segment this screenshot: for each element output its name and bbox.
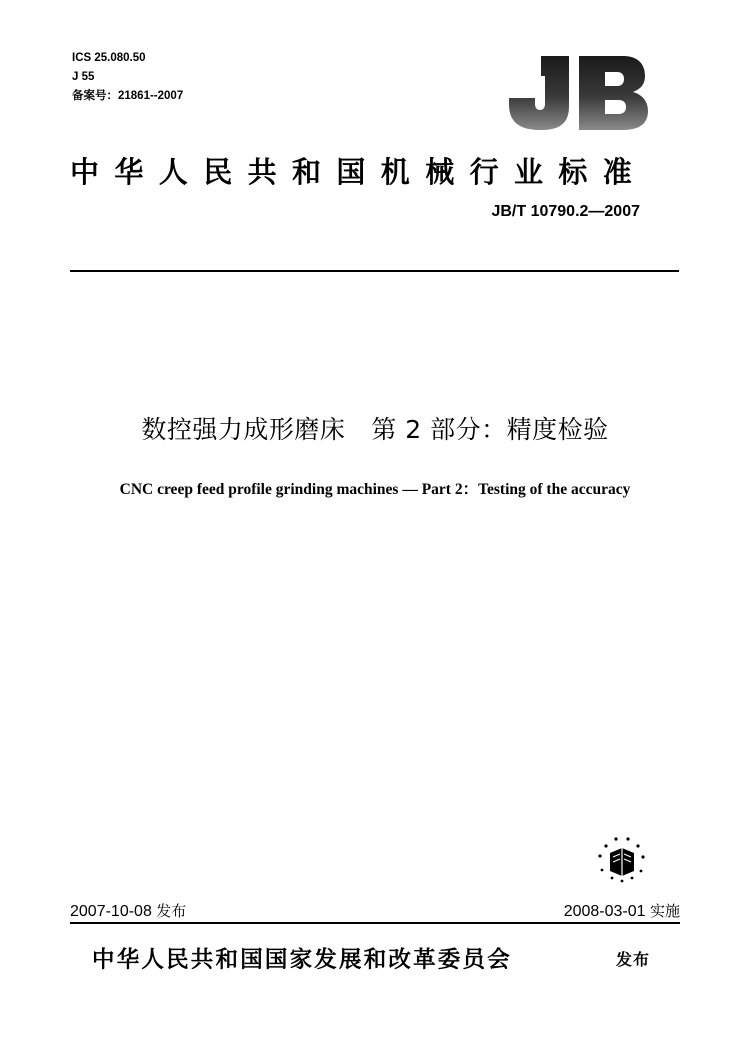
implementation-date-value: 2008-03-01 — [563, 903, 646, 920]
issuing-authority: 中华人民共和国国家发展和改革委员会 — [92, 947, 512, 973]
issue-date — [70, 900, 186, 921]
title-part: 第 2 部分：精度检验 — [371, 415, 609, 444]
footer-divider — [70, 922, 680, 924]
document-title-en: CNC creep feed profile grinding machines — Part 2：Testing of the accuracy — [119, 481, 631, 498]
publisher-seal-icon — [586, 826, 656, 886]
implementation-date-label: 实施 — [649, 902, 680, 920]
record-number: 备案号：21861--2007 — [72, 90, 184, 102]
class-code: J 55 — [72, 71, 95, 83]
standard-number: JB/T 10790.2—2007 — [491, 203, 640, 220]
header-divider — [70, 270, 679, 272]
jb-logo — [505, 54, 650, 132]
implementation-date — [564, 900, 680, 921]
issue-date-value: 2007-10-08 — [70, 903, 152, 920]
title-main: 数控强力成形磨床 — [141, 415, 346, 444]
document-title-zh — [0, 410, 750, 446]
header-codes — [72, 49, 183, 106]
standard-category-title: 中华人民共和国机械行业标准 — [70, 155, 648, 189]
issue-date-label: 发布 — [156, 902, 187, 920]
ics-code: ICS 25.080.50 — [72, 52, 146, 64]
issuing-authority-label: 发布 — [616, 950, 651, 969]
